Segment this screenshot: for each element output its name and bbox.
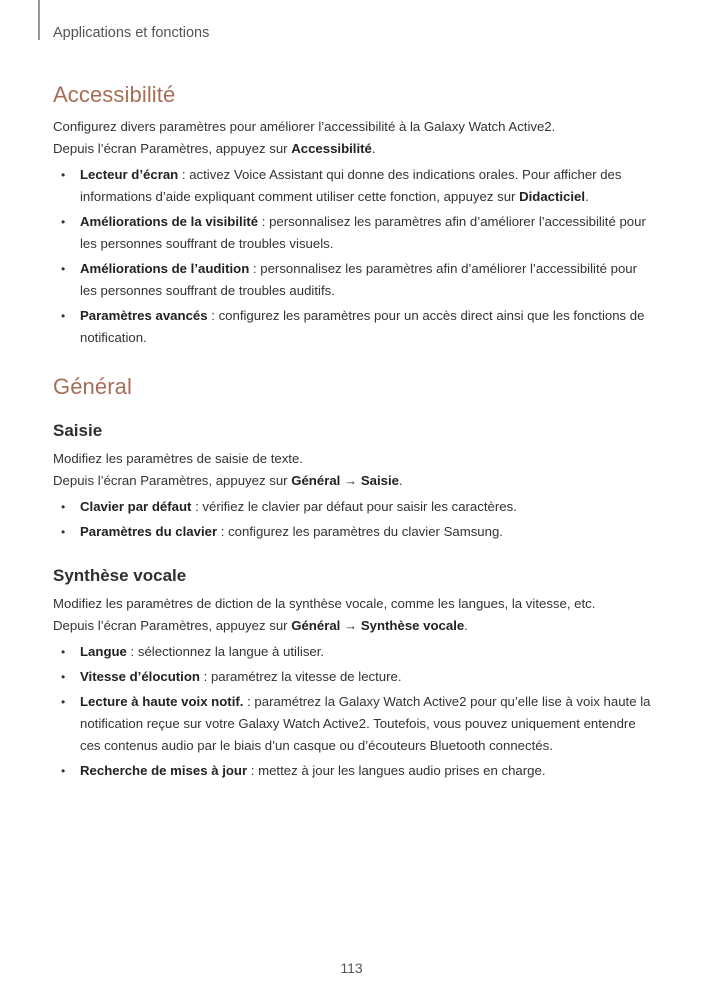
item-term: Langue xyxy=(80,644,127,659)
item-text: : paramétrez la Galaxy Watch Active2 pour qu’elle lise à voix haute la notification reçue sur votre Galaxy Watch Active2. Toutefois, vous pouvez uniquement entendre ces contenus audio par le biais d’un casque ou d’écouteurs Bluetooth connectés. xyxy=(80,694,651,753)
path-tts: Synthèse vocale xyxy=(360,618,465,633)
tts-intro: Modifiez les paramètres de diction de la synthèse vocale, comme les langues, la vitesse, etc. xyxy=(53,596,596,611)
list-item xyxy=(53,521,653,543)
accessibility-intro: Configurez divers paramètres pour améliorer l’accessibilité à la Galaxy Watch Active2. xyxy=(53,119,556,134)
bullet-dot: • xyxy=(61,215,66,229)
header-edge-bar xyxy=(38,0,40,40)
list-item xyxy=(53,496,653,518)
subsection-title-input: Saisie xyxy=(53,421,103,440)
item-text: : configurez les paramètres du clavier Samsung. xyxy=(217,524,503,539)
page-content xyxy=(53,82,653,785)
bullet-dot: • xyxy=(61,695,66,709)
bullet-dot: • xyxy=(61,764,66,778)
path-input: Saisie xyxy=(360,473,399,488)
bullet-dot: • xyxy=(61,168,66,182)
item-term: Clavier par défaut xyxy=(80,499,192,514)
accessibility-path xyxy=(53,138,653,160)
item-text: : mettez à jour les langues audio prises en charge. xyxy=(247,763,546,778)
item-text-end: . xyxy=(585,189,589,204)
item-term: Améliorations de la visibilité xyxy=(80,214,259,229)
path-accessibility: Accessibilité xyxy=(291,141,372,156)
item-term-tutorial: Didacticiel xyxy=(519,189,586,204)
tts-options-list xyxy=(53,641,653,782)
item-term: Paramètres du clavier xyxy=(80,524,218,539)
path-suffix: . xyxy=(371,141,376,156)
item-text: : activez Voice Assistant qui donne des indications orales. Pour afficher des informations d’aide expliquant comment utiliser cette fonction, appuyez sur xyxy=(80,167,622,204)
section-title-accessibility: Accessibilité xyxy=(53,82,176,107)
page-number: 113 xyxy=(340,960,363,976)
tts-path xyxy=(53,615,653,637)
list-item xyxy=(53,666,653,688)
list-item xyxy=(53,258,653,302)
list-item xyxy=(53,211,653,255)
list-item xyxy=(53,691,653,757)
bullet-dot: • xyxy=(61,645,66,659)
item-term: Vitesse d’élocution xyxy=(80,669,200,684)
path-general: Général xyxy=(291,473,341,488)
bullet-dot: • xyxy=(61,262,66,276)
path-general: Général xyxy=(291,618,341,633)
subsection-title-tts: Synthèse vocale xyxy=(53,566,187,585)
path-prefix: Depuis l’écran Paramètres, appuyez sur xyxy=(53,618,292,633)
item-term: Améliorations de l’audition xyxy=(80,261,250,276)
item-text: : paramétrez la vitesse de lecture. xyxy=(199,669,402,684)
path-prefix: Depuis l’écran Paramètres, appuyez sur xyxy=(53,141,292,156)
item-text: : personnalisez les paramètres afin d’améliorer l’accessibilité pour les personnes souffrant de troubles visuels. xyxy=(80,214,646,251)
list-item xyxy=(53,641,653,663)
path-suffix: . xyxy=(399,473,403,488)
item-text: : sélectionnez la langue à utiliser. xyxy=(126,644,325,659)
path-arrow: → xyxy=(340,473,361,488)
list-item xyxy=(53,305,653,349)
path-suffix: . xyxy=(464,618,468,633)
input-options-list xyxy=(53,496,653,543)
input-intro: Modifiez les paramètres de saisie de texte. xyxy=(53,451,303,466)
section-title-general: Général xyxy=(53,374,132,399)
item-text: : vérifiez le clavier par défaut pour saisir les caractères. xyxy=(191,499,517,514)
running-header: Applications et fonctions xyxy=(53,25,210,41)
item-text: : configurez les paramètres pour un accès direct ainsi que les fonctions de notification. xyxy=(80,308,645,345)
path-prefix: Depuis l’écran Paramètres, appuyez sur xyxy=(53,473,292,488)
path-arrow: → xyxy=(340,618,361,633)
bullet-dot: • xyxy=(61,500,66,514)
bullet-dot: • xyxy=(61,670,66,684)
bullet-dot: • xyxy=(61,525,66,539)
item-term: Recherche de mises à jour xyxy=(80,763,248,778)
item-term: Lecture à haute voix notif. xyxy=(80,694,244,709)
list-item xyxy=(53,164,653,208)
item-term: Lecteur d’écran xyxy=(80,167,179,182)
accessibility-options-list xyxy=(53,164,653,349)
list-item xyxy=(53,760,653,782)
item-text: : personnalisez les paramètres afin d’améliorer l’accessibilité pour les personnes souffrant de troubles auditifs. xyxy=(80,261,638,298)
input-path xyxy=(53,470,653,492)
item-term: Paramètres avancés xyxy=(80,308,208,323)
bullet-dot: • xyxy=(61,309,66,323)
